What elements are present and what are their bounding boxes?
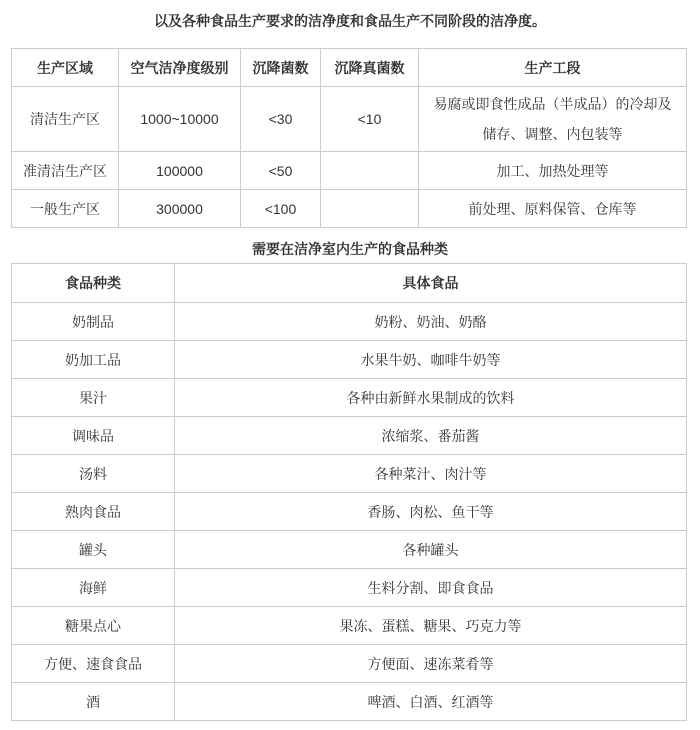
table-cell: 调味品 <box>12 417 175 455</box>
table-row <box>12 455 687 493</box>
table-cell: 300000 <box>119 190 241 228</box>
table-cell: 果汁 <box>12 379 175 417</box>
table-cell: 生料分割、即食食品 <box>175 569 687 607</box>
column-header: 空气洁净度级别 <box>119 49 241 87</box>
column-header: 沉降真菌数 <box>321 49 419 87</box>
table-row <box>12 379 687 417</box>
table-row <box>12 341 687 379</box>
table-cell: 1000~10000 <box>119 87 241 152</box>
table-cell: <10 <box>321 87 419 152</box>
table-row <box>12 190 687 228</box>
table-cell: 方便、速食食品 <box>12 645 175 683</box>
table-cell: 罐头 <box>12 531 175 569</box>
table-cell: 易腐或即食性成品（半成品）的冷却及储存、调整、内包装等 <box>419 87 687 152</box>
table-cell: <100 <box>241 190 321 228</box>
table-cell: <50 <box>241 152 321 190</box>
intro-text: 以及各种食品生产要求的洁净度和食品生产不同阶段的洁净度。 <box>154 13 546 29</box>
table-cell <box>321 152 419 190</box>
column-header: 食品种类 <box>12 264 175 303</box>
table-cell: 各种罐头 <box>175 531 687 569</box>
table-cell: <30 <box>241 87 321 152</box>
table-row <box>12 152 687 190</box>
table-cell: 海鲜 <box>12 569 175 607</box>
table-cell: 果冻、蛋糕、糖果、巧克力等 <box>175 607 687 645</box>
table-cell: 100000 <box>119 152 241 190</box>
table-cell: 各种菜汁、肉汁等 <box>175 455 687 493</box>
table-row <box>12 569 687 607</box>
table-cell: 方便面、速冻菜肴等 <box>175 645 687 683</box>
table-cell: 前处理、原料保管、仓库等 <box>419 190 687 228</box>
table-cell: 汤料 <box>12 455 175 493</box>
header-row <box>12 49 687 87</box>
food-table <box>11 263 687 721</box>
header-row <box>12 264 687 303</box>
table-cell: 酒 <box>12 683 175 721</box>
table-cell: 糖果点心 <box>12 607 175 645</box>
table-row <box>12 531 687 569</box>
table-cell: 香肠、肉松、鱼干等 <box>175 493 687 531</box>
cleanliness-table-header <box>12 49 687 87</box>
table-row <box>12 303 687 341</box>
table-row <box>12 493 687 531</box>
table-cell: 奶粉、奶油、奶酪 <box>175 303 687 341</box>
table-cell: 熟肉食品 <box>12 493 175 531</box>
food-table-body <box>12 303 687 721</box>
table-row <box>12 417 687 455</box>
cleanliness-table <box>11 48 687 228</box>
table-cell: 加工、加热处理等 <box>419 152 687 190</box>
table-cell: 各种由新鲜水果制成的饮料 <box>175 379 687 417</box>
table-cell: 浓缩浆、番茄酱 <box>175 417 687 455</box>
table-cell: 准清洁生产区 <box>12 152 119 190</box>
table-cell: 清洁生产区 <box>12 87 119 152</box>
column-header: 生产工段 <box>419 49 687 87</box>
cleanliness-table-body <box>12 87 687 228</box>
table-cell: 奶制品 <box>12 303 175 341</box>
column-header: 沉降菌数 <box>241 49 321 87</box>
table-row <box>12 683 687 721</box>
table-cell: 奶加工品 <box>12 341 175 379</box>
column-header: 具体食品 <box>175 264 687 303</box>
food-table-header <box>12 264 687 303</box>
table-row <box>12 87 687 152</box>
section-title: 需要在洁净室内生产的食品种类 <box>252 241 448 257</box>
table-row <box>12 607 687 645</box>
table-cell: 水果牛奶、咖啡牛奶等 <box>175 341 687 379</box>
table-cell <box>321 190 419 228</box>
column-header: 生产区域 <box>12 49 119 87</box>
table-cell: 啤酒、白酒、红酒等 <box>175 683 687 721</box>
table-row <box>12 645 687 683</box>
table-cell: 一般生产区 <box>12 190 119 228</box>
